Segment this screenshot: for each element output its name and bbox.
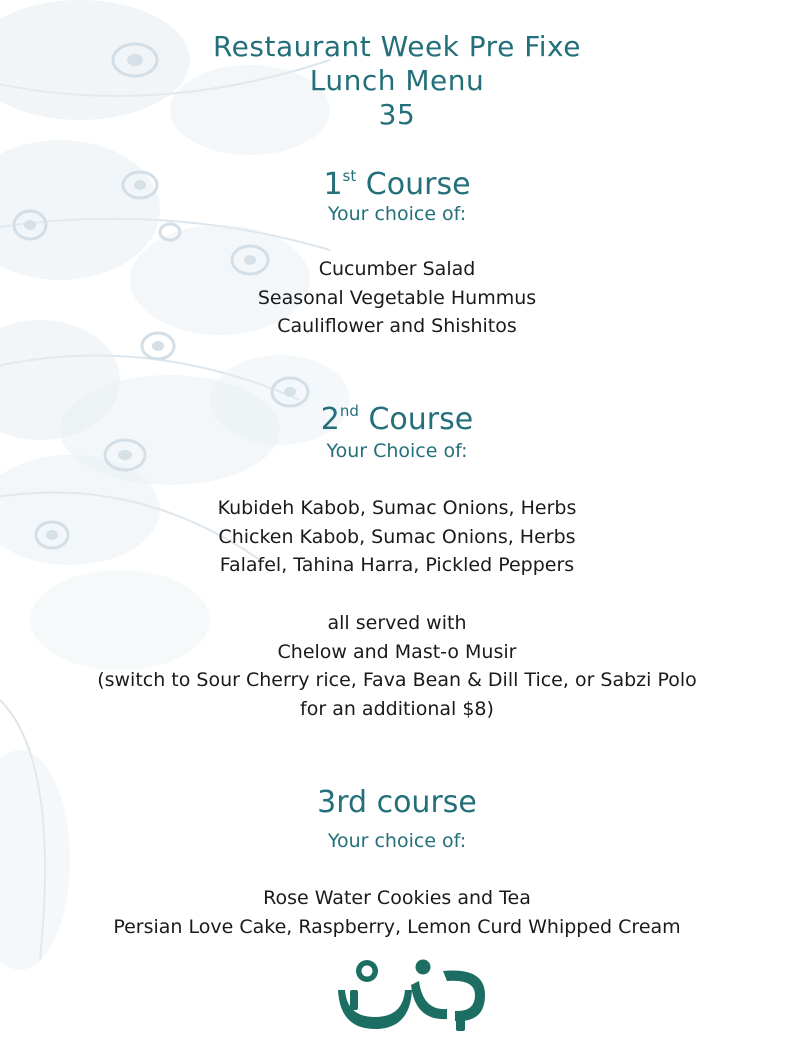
course-3-items [0,884,794,941]
menu-item: Seasonal Vegetable Hummus [257,286,537,309]
served-with-line: all served with [327,612,467,634]
restaurant-logo [335,957,495,1035]
menu-item: Chicken Kabob, Sumac Onions, Herbs [218,525,576,548]
course-1-label: Course [365,167,471,202]
course-2-items [0,494,794,580]
menu-item: Persian Love Cake, Raspberry, Lemon Curd Whipped Cream [113,915,681,938]
menu-price: 35 [378,98,416,131]
course-2-ordinal: nd [339,402,359,420]
served-with-line: Chelow and Mast-o Musir [277,640,517,663]
course-2-served-with [0,609,794,723]
menu-subtitle: Lunch Menu [309,64,485,97]
served-with-line: for an additional $8) [300,697,494,720]
menu-title: Restaurant Week Pre Fixe [212,30,581,63]
menu-item: Rose Water Cookies and Tea [263,887,531,909]
course-2-choice: Your Choice of: [326,440,468,462]
served-with-line: (switch to Sour Cherry rice, Fava Bean & Dill Tice, or Sabzi Polo [97,669,697,691]
course-2-label: Course [368,402,474,437]
course-1-ordinal: st [342,167,357,185]
menu-item: Kubideh Kabob, Sumac Onions, Herbs [217,497,577,519]
course-1-choice: Your choice of: [327,203,467,225]
course-2-number: 2 [320,402,340,437]
course-1-number: 1 [323,167,343,202]
course-2-title [0,395,794,438]
course-1-title [0,160,794,203]
course-3-choice: Your choice of: [327,830,467,852]
course-3-title: 3rd course [317,785,477,820]
menu-item: Falafel, Tahina Harra, Pickled Peppers [219,554,575,576]
menu-item: Cucumber Salad [318,258,476,280]
course-1-items [0,255,794,341]
menu-header [0,30,794,132]
menu-item: Cauliflower and Shishitos [277,315,517,337]
